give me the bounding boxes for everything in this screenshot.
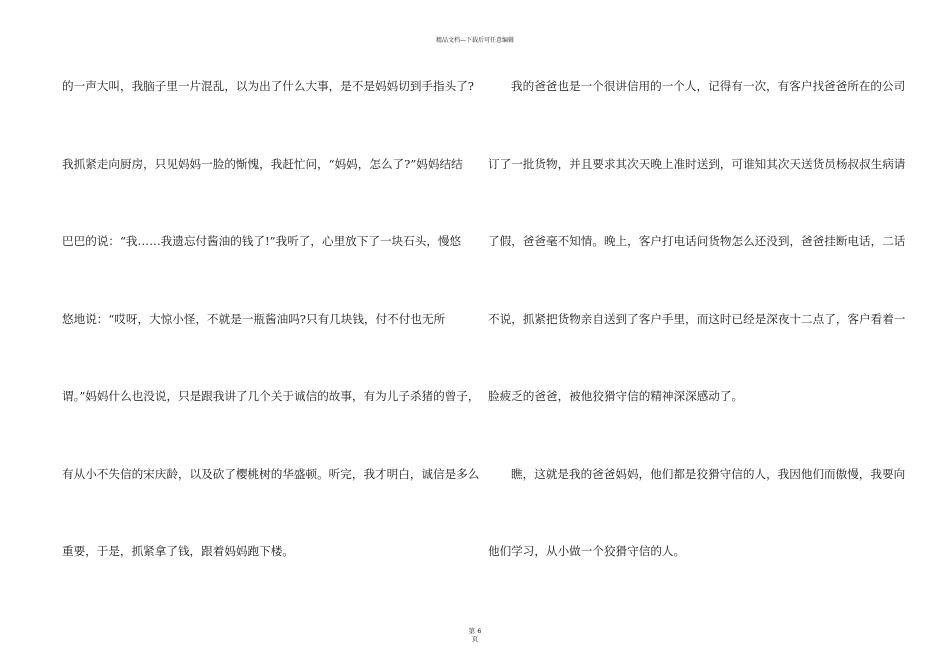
page-number-suffix: 页: [471, 635, 479, 643]
paragraph-line: 谓。”妈妈什么也没说，只是跟我讲了几个关于诚信的故事，有为儿子杀猪的曾子，: [62, 389, 480, 403]
paragraph-line: 我抓紧走向厨房，只见妈妈一脸的惭愧，我赶忙问，“妈妈，怎么了?”妈妈结结: [62, 156, 463, 171]
paragraph-line: 巴巴的说：“我……我遗忘付酱油的钱了!”我听了，心里放下了一块石头，慢悠: [62, 234, 462, 248]
page-number-label: 第 6: [468, 627, 482, 635]
paragraph-line: 的一声大叫，我脑子里一片混乱，以为出了什么大事，是不是妈妈切到手指头了?: [62, 79, 474, 93]
paragraph-line: 悠地说：“哎呀，大惊小怪，不就是一瓶酱油吗?只有几块钱，付不付也无所: [62, 311, 446, 326]
paragraph-line: 不说，抓紧把货物亲自送到了客户手里，而这时已经是深夜十二点了，客户看着一: [488, 311, 906, 326]
paragraph-line: 瞧，这就是我的爸爸妈妈，他们都是狡猾守信的人，我因他们而傲慢，我要向: [511, 466, 906, 481]
paragraph-line: 订了一批货物，并且要求其次天晚上准时送到，可谁知其次天送货员杨叔叔生病请: [488, 156, 906, 171]
page-number: [0, 627, 950, 643]
paragraph-line: 我的爸爸也是一个很讲信用的一个人，记得有一次，有客户找爸爸所在的公司: [511, 79, 906, 93]
page-header: 精品文档—下载后可任意编辑: [435, 37, 514, 44]
paragraph-line: 有从小不失信的宋庆龄，以及砍了樱桃树的华盛顿。听完，我才明白，诚信是多么: [62, 466, 480, 481]
right-column: [488, 76, 906, 619]
paragraph-line: 重要，于是，抓紧拿了钱，跟着妈妈跑下楼。: [62, 544, 294, 558]
paragraph-line: 他们学习，从小做一个狡猾守信的人。: [488, 544, 686, 558]
paragraph-line: 脸疲乏的爸爸，被他狡猾守信的精神深深感动了。: [488, 389, 744, 403]
paragraph-line: 了假，爸爸毫不知情。晚上，客户打电话问货物怎么还没到，爸爸挂断电话，二话: [488, 234, 906, 248]
left-column: [62, 76, 480, 619]
